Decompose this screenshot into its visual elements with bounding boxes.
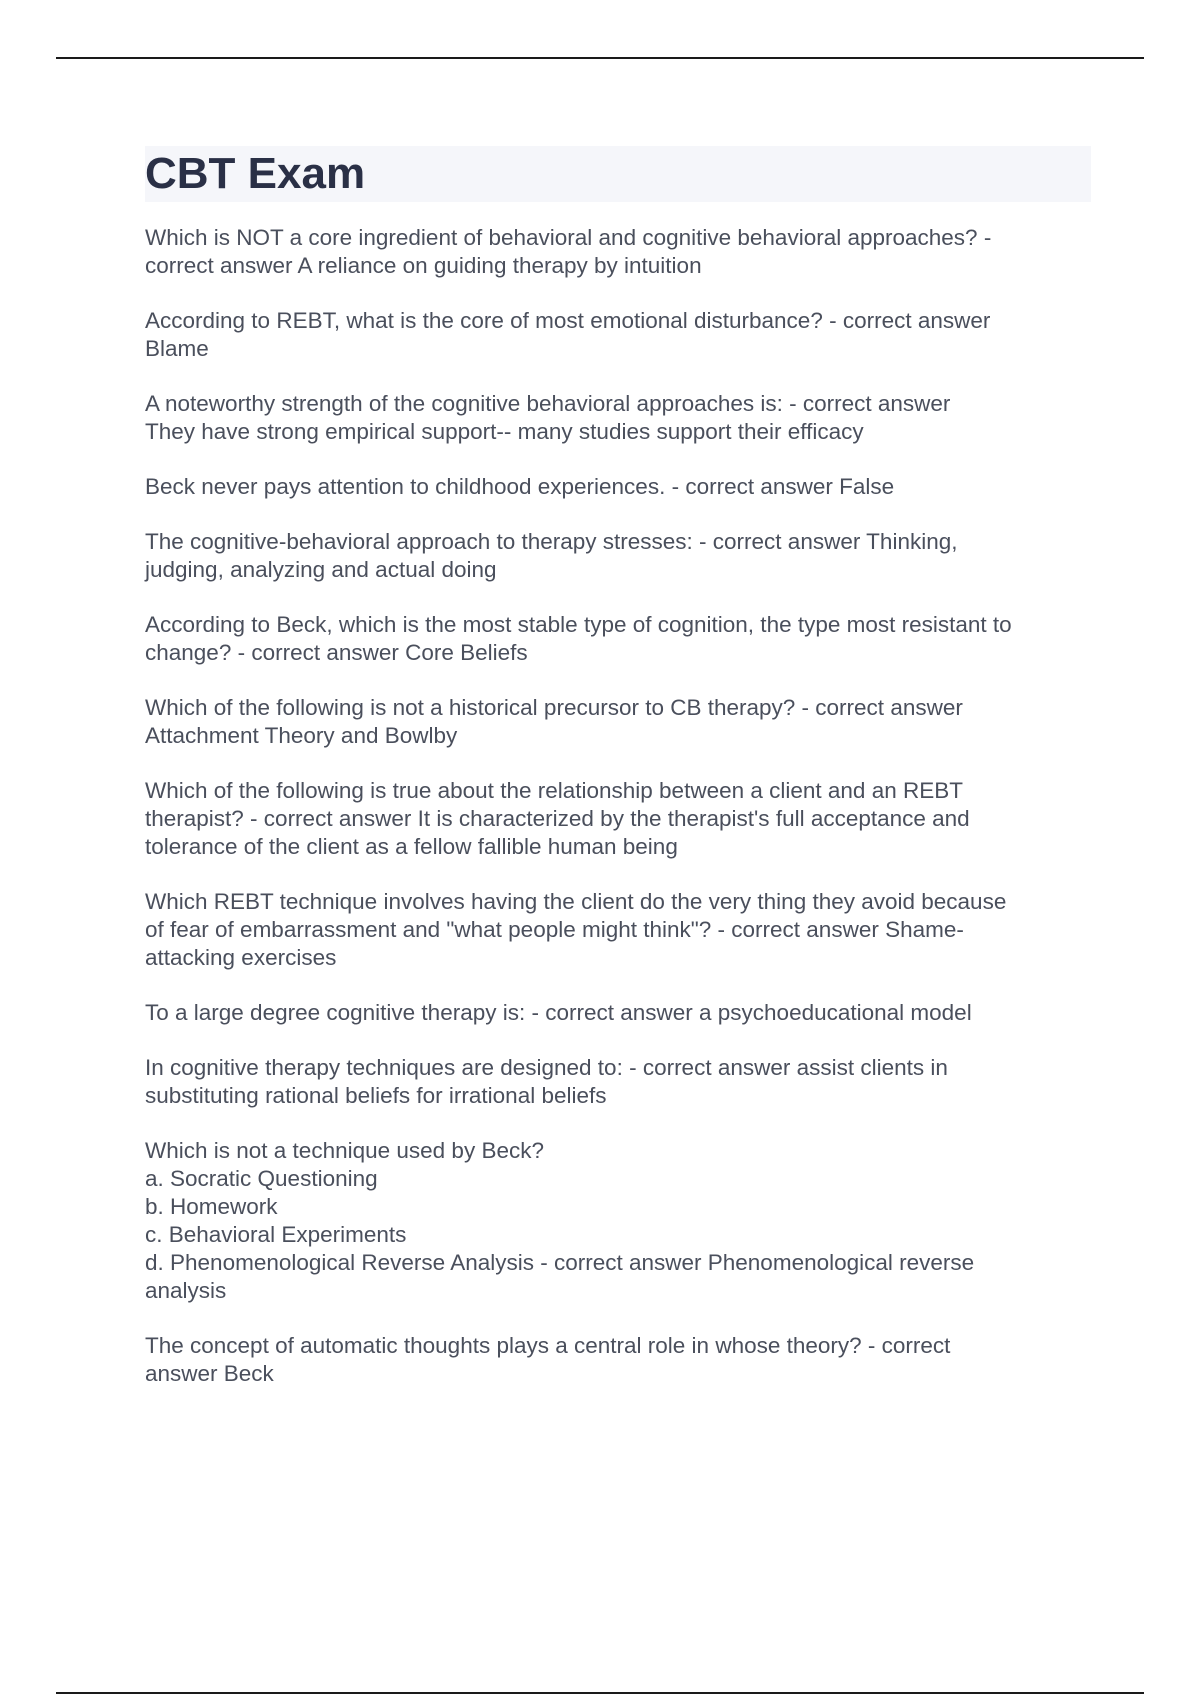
- qa-item-2: According to REBT, what is the core of most emotional disturbance? - correct answer Blame: [145, 308, 991, 361]
- top-rule: [56, 57, 1144, 59]
- bottom-rule: [56, 1692, 1144, 1694]
- qa-item-4: Beck never pays attention to childhood experiences. - correct answer False: [145, 474, 895, 499]
- qa-item-3: A noteworthy strength of the cognitive behavioral approaches is: - correct answer They have strong empirical support-- many studies support their efficacy: [145, 391, 951, 444]
- qa-item-11: In cognitive therapy techniques are designed to: - correct answer assist clients in substituting rational beliefs for irrational beliefs: [145, 1055, 948, 1108]
- qa-item-1: Which is NOT a core ingredient of behavioral and cognitive behavioral approaches? - correct answer A reliance on guiding therapy by intuition: [145, 225, 992, 278]
- qa-item-13: The concept of automatic thoughts plays a central role in whose theory? - correct answer Beck: [145, 1333, 951, 1386]
- qa-item-8: Which of the following is true about the relationship between a client and an REBT therapist? - correct answer It is characterized by the therapist's full acceptance and tolerance of the client as a fellow fallible human being: [145, 778, 970, 859]
- qa-item-7: Which of the following is not a historical precursor to CB therapy? - correct answer Attachment Theory and Bowlby: [145, 695, 963, 748]
- qa-item-5: The cognitive-behavioral approach to therapy stresses: - correct answer Thinking, judging, analyzing and actual doing: [145, 529, 958, 582]
- document-title: CBT Exam: [145, 149, 366, 198]
- document-body: [145, 146, 1091, 1415]
- qa-item-10: To a large degree cognitive therapy is: - correct answer a psychoeducational model: [145, 1000, 972, 1025]
- title-bar: [145, 146, 1091, 202]
- qa-item-9: Which REBT technique involves having the client do the very thing they avoid because of fear of embarrassment and "what people might think"? - correct answer Shame- attacking exercises: [145, 889, 1007, 970]
- qa-item-6: According to Beck, which is the most stable type of cognition, the type most resistant to change? - correct answer Core Beliefs: [145, 612, 1012, 665]
- qa-item-12: Which is not a technique used by Beck? a. Socratic Questioning b. Homework c. Behavioral Experiments d. Phenomenological Reverse Analysis - correct answer Phenomenological reverse analysis: [145, 1138, 975, 1303]
